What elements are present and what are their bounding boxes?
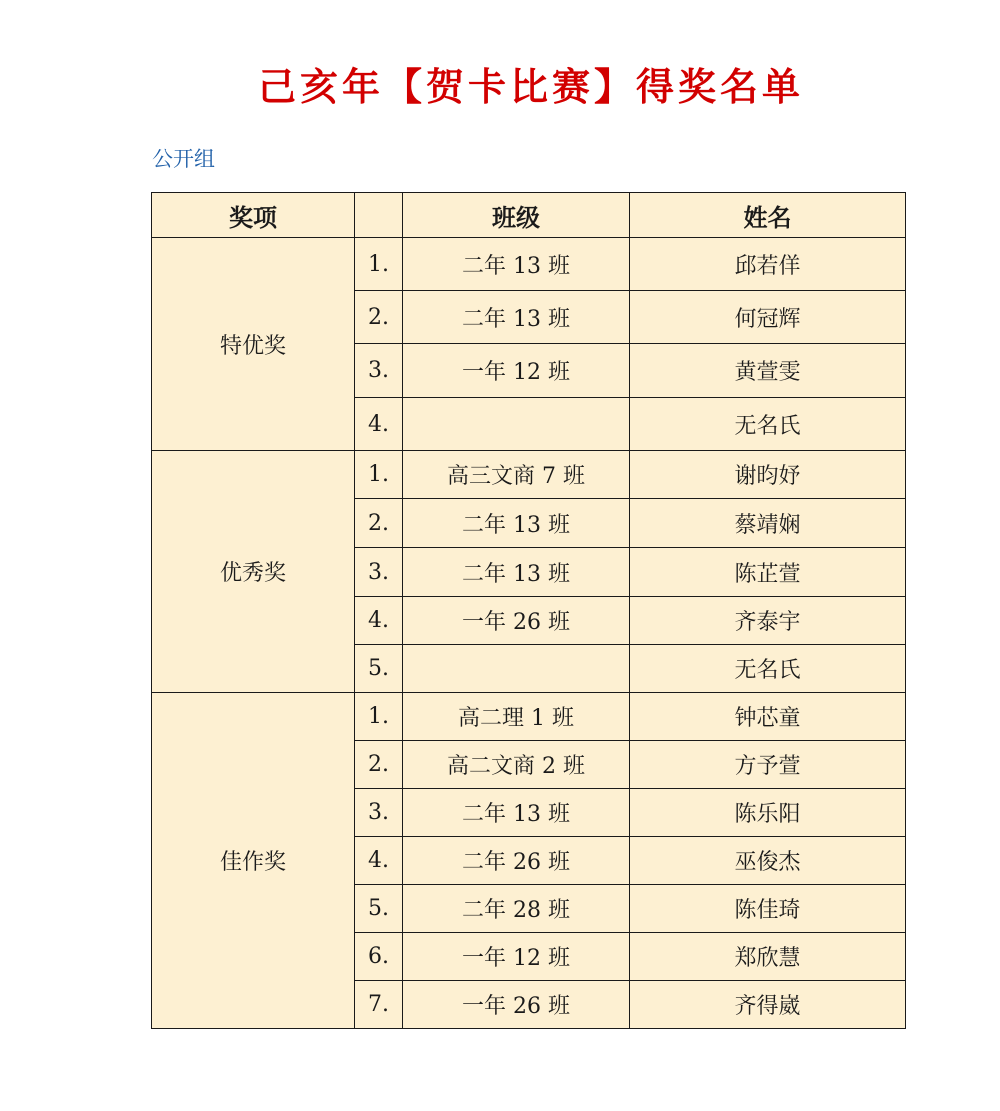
header-award: 奖项 — [152, 193, 355, 238]
number-cell: 4. — [355, 398, 403, 451]
number-cell: 7. — [355, 981, 403, 1029]
table-row — [152, 451, 906, 499]
class-cell: 二年 13 班 — [403, 499, 630, 548]
class-cell: 高二文商 2 班 — [403, 741, 630, 789]
award-cell: 特优奖 — [152, 238, 355, 451]
class-cell: 二年 26 班 — [403, 837, 630, 885]
name-cell: 齐泰宇 — [630, 597, 906, 645]
class-cell: 二年 13 班 — [403, 238, 630, 291]
number-cell: 1. — [355, 693, 403, 741]
number-cell: 1. — [355, 238, 403, 291]
class-cell: 二年 28 班 — [403, 885, 630, 933]
name-cell: 无名氏 — [630, 398, 906, 451]
header-number — [355, 193, 403, 238]
name-cell: 黄萱雯 — [630, 344, 906, 398]
award-cell: 佳作奖 — [152, 693, 355, 1029]
class-cell: 高三文商 7 班 — [403, 451, 630, 499]
class-cell: 高二理 1 班 — [403, 693, 630, 741]
name-cell: 巫俊杰 — [630, 837, 906, 885]
number-cell: 3. — [355, 344, 403, 398]
group-label: 公开组 — [152, 147, 215, 171]
awards-table — [151, 192, 906, 1029]
table-body — [152, 238, 906, 1029]
class-cell: 一年 12 班 — [403, 344, 630, 398]
class-cell — [403, 645, 630, 693]
award-cell: 优秀奖 — [152, 451, 355, 693]
name-cell: 陈芷萱 — [630, 548, 906, 597]
table-header-row — [152, 193, 906, 238]
number-cell: 2. — [355, 291, 403, 344]
class-cell: 二年 13 班 — [403, 291, 630, 344]
name-cell: 陈佳琦 — [630, 885, 906, 933]
table-row — [152, 693, 906, 741]
name-cell: 齐得崴 — [630, 981, 906, 1029]
number-cell: 4. — [355, 597, 403, 645]
number-cell: 3. — [355, 548, 403, 597]
class-cell — [403, 398, 630, 451]
name-cell: 蔡靖娴 — [630, 499, 906, 548]
page-title: 己亥年【贺卡比赛】得奖名单 — [257, 65, 804, 109]
number-cell: 2. — [355, 499, 403, 548]
class-cell: 二年 13 班 — [403, 789, 630, 837]
class-cell: 二年 13 班 — [403, 548, 630, 597]
name-cell: 邱若佯 — [630, 238, 906, 291]
name-cell: 郑欣慧 — [630, 933, 906, 981]
class-cell: 一年 12 班 — [403, 933, 630, 981]
class-cell: 一年 26 班 — [403, 981, 630, 1029]
number-cell: 2. — [355, 741, 403, 789]
number-cell: 3. — [355, 789, 403, 837]
name-cell: 无名氏 — [630, 645, 906, 693]
number-cell: 4. — [355, 837, 403, 885]
number-cell: 1. — [355, 451, 403, 499]
name-cell: 谢昀妤 — [630, 451, 906, 499]
name-cell: 钟芯童 — [630, 693, 906, 741]
header-class: 班级 — [403, 193, 630, 238]
number-cell: 5. — [355, 645, 403, 693]
number-cell: 5. — [355, 885, 403, 933]
header-name: 姓名 — [630, 193, 906, 238]
name-cell: 何冠辉 — [630, 291, 906, 344]
number-cell: 6. — [355, 933, 403, 981]
table-row — [152, 238, 906, 291]
name-cell: 方予萱 — [630, 741, 906, 789]
class-cell: 一年 26 班 — [403, 597, 630, 645]
name-cell: 陈乐阳 — [630, 789, 906, 837]
